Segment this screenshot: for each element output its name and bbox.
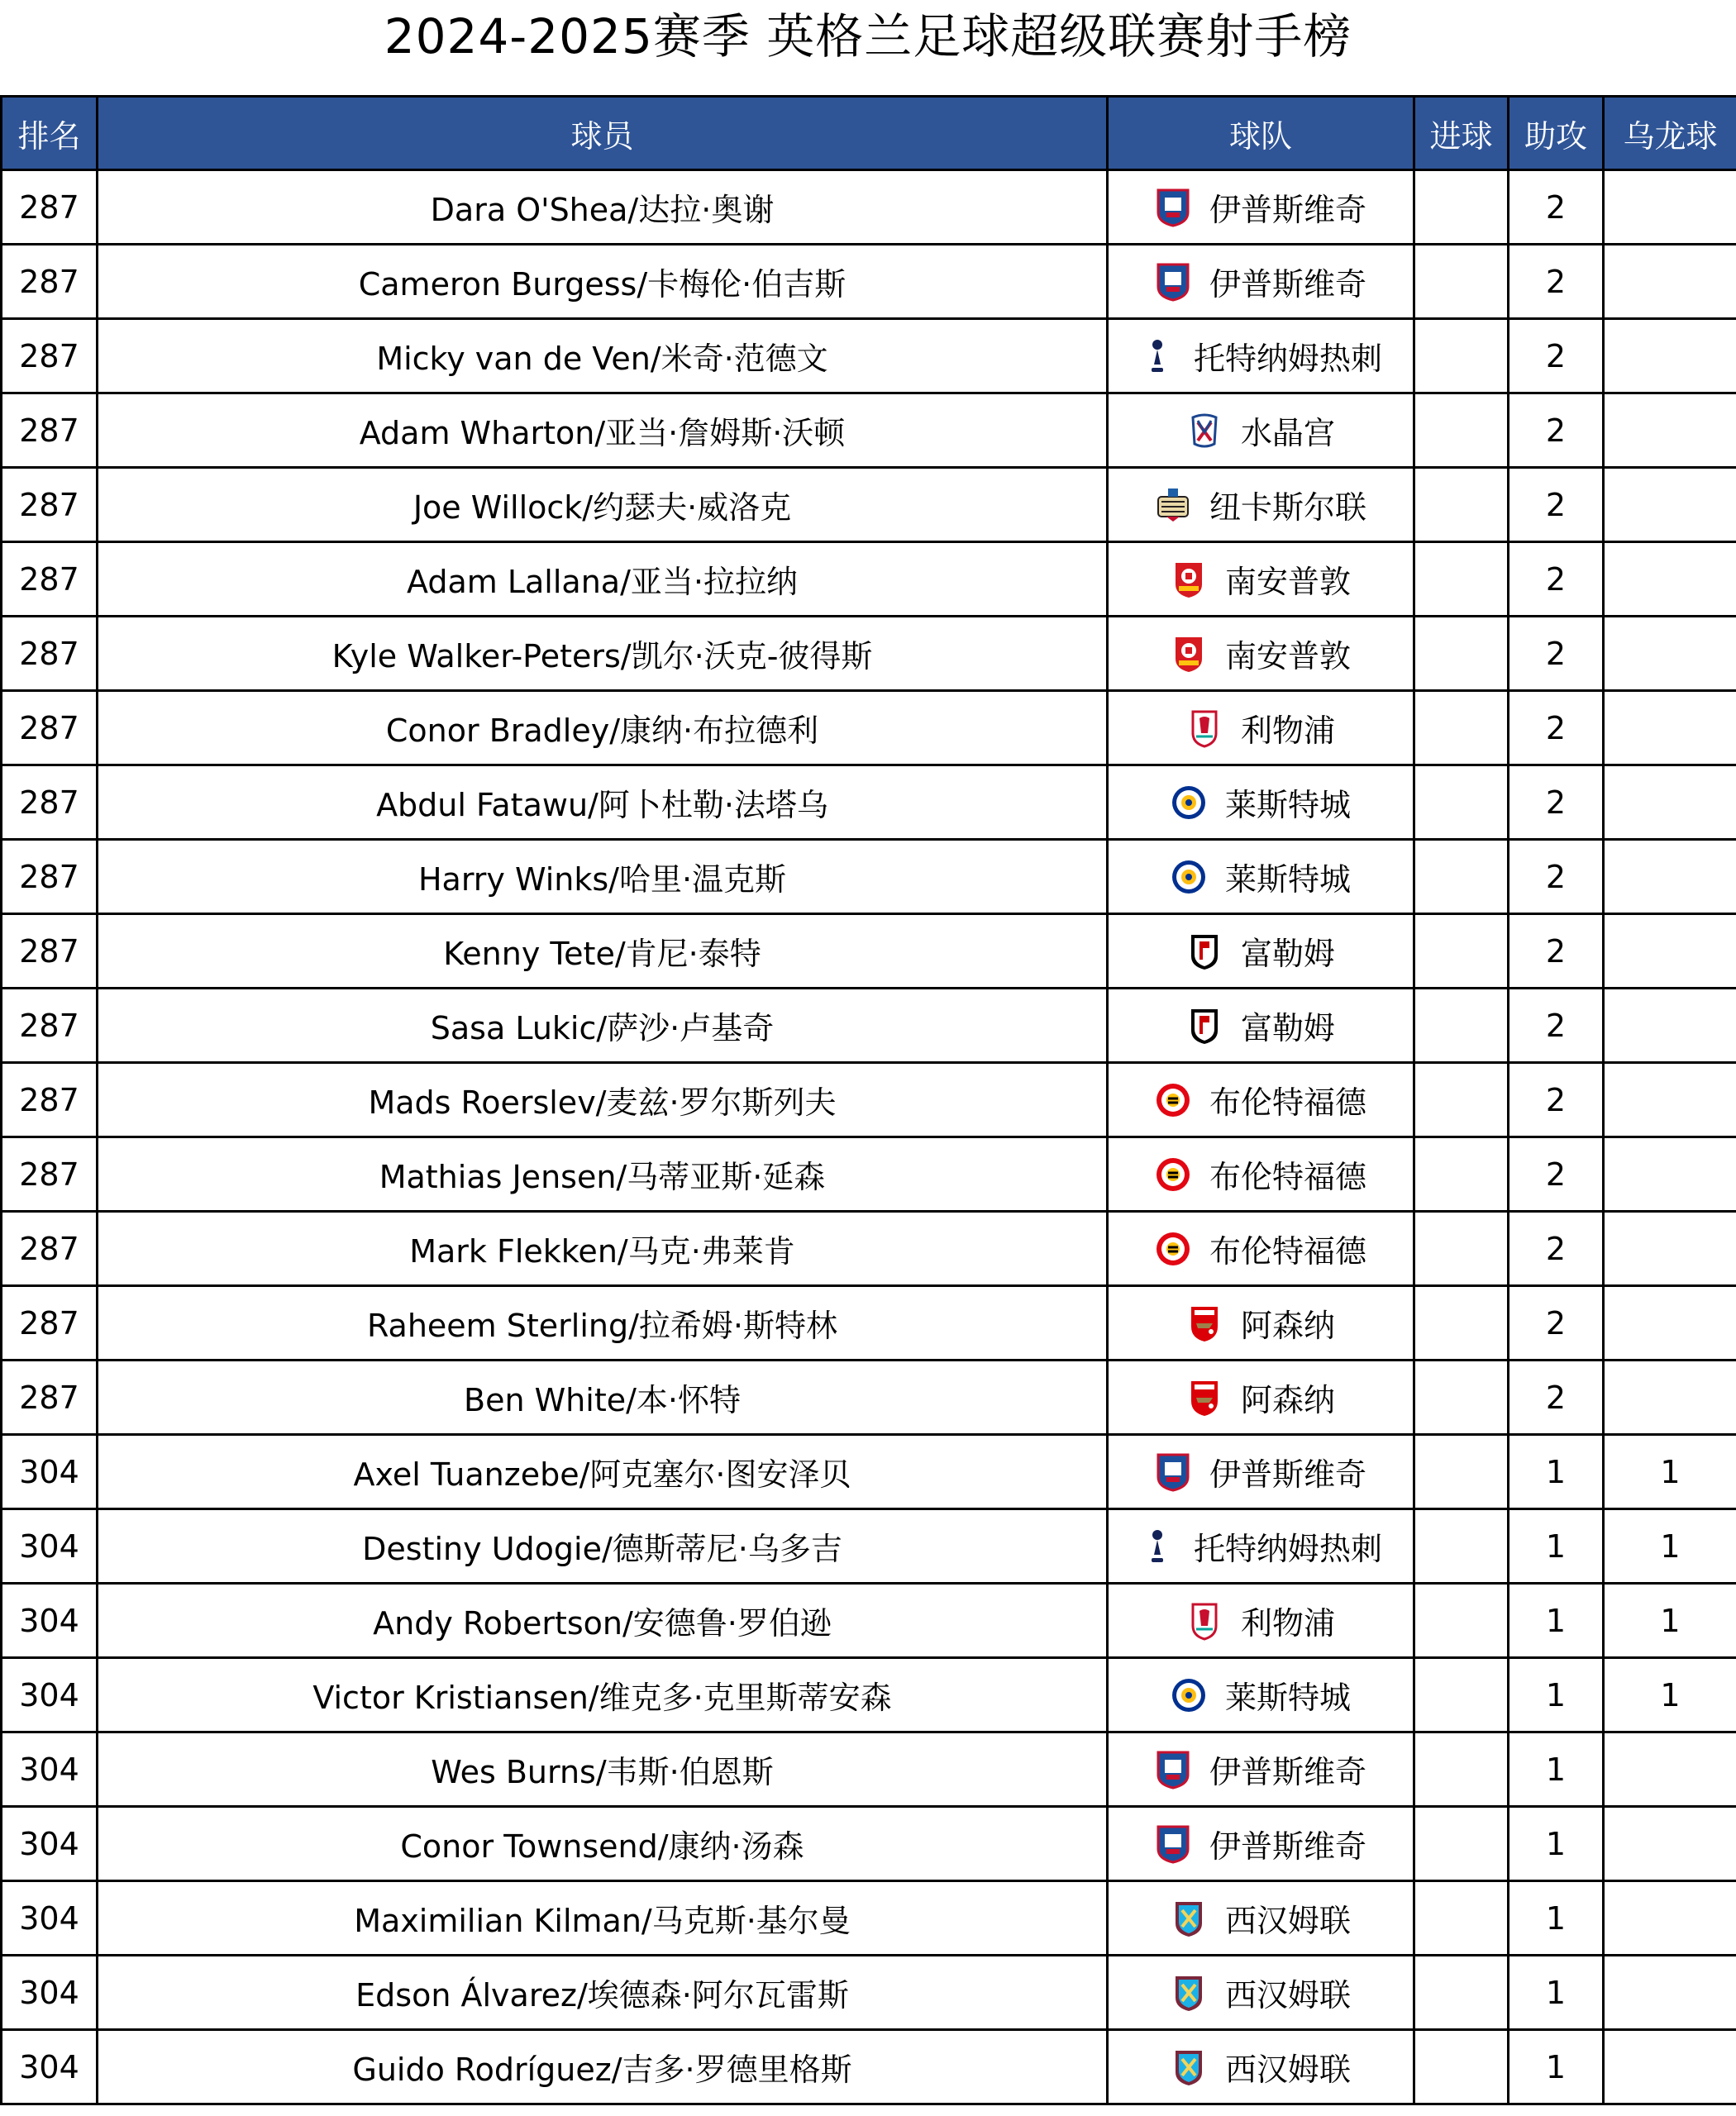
arsenal-crest-icon — [1186, 1378, 1223, 1418]
table-row[interactable] — [2, 542, 1736, 617]
player-name: Mads Roerslev/麦兹·罗尔斯列夫 — [98, 1063, 1108, 1137]
goals-cell — [1414, 393, 1509, 468]
table-row[interactable] — [2, 691, 1736, 765]
own-goals-cell — [1604, 1063, 1736, 1137]
team-cell — [1108, 1881, 1414, 1956]
own-goals-cell — [1604, 1956, 1736, 2030]
goals-cell — [1414, 319, 1509, 393]
fulham-crest-icon — [1186, 932, 1223, 971]
own-goals-cell — [1604, 245, 1736, 319]
assists-cell: 2 — [1509, 617, 1604, 691]
goals-cell — [1414, 1509, 1509, 1584]
assists-cell: 2 — [1509, 542, 1604, 617]
table-row[interactable] — [2, 1658, 1736, 1732]
own-goals-cell — [1604, 1732, 1736, 1807]
team-name: 伊普斯维奇 — [1209, 192, 1366, 228]
player-name: Mathias Jensen/马蒂亚斯·延森 — [98, 1137, 1108, 1212]
goals-cell — [1414, 765, 1509, 840]
ipswich-crest-icon — [1155, 1452, 1191, 1492]
table-row[interactable] — [2, 1584, 1736, 1658]
assists-cell: 1 — [1509, 1881, 1604, 1956]
rank-cell: 287 — [2, 542, 98, 617]
assists-cell: 2 — [1509, 840, 1604, 914]
team-name: 南安普敦 — [1224, 638, 1351, 674]
team-cell — [1108, 1584, 1414, 1658]
assists-cell: 2 — [1509, 319, 1604, 393]
player-name: Conor Bradley/康纳·布拉德利 — [98, 691, 1108, 765]
header-player[interactable]: 球员 — [98, 97, 1108, 170]
player-name: Maximilian Kilman/马克斯·基尔曼 — [98, 1881, 1108, 1956]
leicester-crest-icon — [1171, 783, 1207, 822]
goals-cell — [1414, 989, 1509, 1063]
team-cell — [1108, 1435, 1414, 1509]
westham-crest-icon — [1171, 1973, 1207, 2013]
goals-cell — [1414, 617, 1509, 691]
tottenham-crest-icon — [1139, 1527, 1176, 1566]
team-name: 阿森纳 — [1240, 1382, 1335, 1418]
player-name: Joe Willock/约瑟夫·威洛克 — [98, 468, 1108, 542]
assists-cell: 2 — [1509, 393, 1604, 468]
assists-cell: 2 — [1509, 468, 1604, 542]
player-name: Adam Wharton/亚当·詹姆斯·沃顿 — [98, 393, 1108, 468]
ipswich-crest-icon — [1155, 262, 1191, 302]
team-name: 托特纳姆热刺 — [1193, 1531, 1382, 1567]
team-cell — [1108, 765, 1414, 840]
assists-cell: 2 — [1509, 989, 1604, 1063]
goals-cell — [1414, 1361, 1509, 1435]
player-name: Mark Flekken/马克·弗莱肯 — [98, 1212, 1108, 1286]
player-name: Micky van de Ven/米奇·范德文 — [98, 319, 1108, 393]
player-name: Dara O'Shea/达拉·奥谢 — [98, 170, 1108, 245]
player-name: Kyle Walker-Peters/凯尔·沃克-彼得斯 — [98, 617, 1108, 691]
rank-cell: 287 — [2, 691, 98, 765]
player-name: Adam Lallana/亚当·拉拉纳 — [98, 542, 1108, 617]
team-cell — [1108, 1956, 1414, 2030]
westham-crest-icon — [1171, 1899, 1207, 1938]
player-name: Abdul Fatawu/阿卜杜勒·法塔乌 — [98, 765, 1108, 840]
team-cell — [1108, 840, 1414, 914]
table-row[interactable] — [2, 989, 1736, 1063]
rank-cell: 304 — [2, 1881, 98, 1956]
team-cell — [1108, 691, 1414, 765]
team-name: 西汉姆联 — [1224, 1977, 1351, 2014]
header-assists[interactable]: 助攻 — [1509, 97, 1604, 170]
team-cell — [1108, 1361, 1414, 1435]
table-row[interactable] — [2, 1361, 1736, 1435]
assists-cell: 2 — [1509, 1137, 1604, 1212]
player-name: Raheem Sterling/拉希姆·斯特林 — [98, 1286, 1108, 1361]
own-goals-cell — [1604, 691, 1736, 765]
own-goals-cell — [1604, 914, 1736, 989]
rank-cell: 287 — [2, 1286, 98, 1361]
table-row[interactable] — [2, 1732, 1736, 1807]
team-name: 纽卡斯尔联 — [1209, 489, 1366, 526]
ipswich-crest-icon — [1155, 1824, 1191, 1864]
rank-cell: 287 — [2, 1212, 98, 1286]
assists-cell: 1 — [1509, 1658, 1604, 1732]
goals-cell — [1414, 2030, 1509, 2104]
leicester-crest-icon — [1171, 857, 1207, 897]
team-cell — [1108, 914, 1414, 989]
ipswich-crest-icon — [1155, 1750, 1191, 1790]
player-name: Destiny Udogie/德斯蒂尼·乌多吉 — [98, 1509, 1108, 1584]
rank-cell: 287 — [2, 765, 98, 840]
table-row[interactable] — [2, 1137, 1736, 1212]
assists-cell: 2 — [1509, 691, 1604, 765]
table-row[interactable] — [2, 765, 1736, 840]
goals-cell — [1414, 840, 1509, 914]
scorers-table — [0, 95, 1736, 2105]
player-name: Victor Kristiansen/维克多·克里斯蒂安森 — [98, 1658, 1108, 1732]
goals-cell — [1414, 1584, 1509, 1658]
brentford-crest-icon — [1155, 1229, 1191, 1269]
brentford-crest-icon — [1155, 1155, 1191, 1194]
leicester-crest-icon — [1171, 1675, 1207, 1715]
table-row[interactable] — [2, 170, 1736, 245]
goals-cell — [1414, 245, 1509, 319]
goals-cell — [1414, 1063, 1509, 1137]
assists-cell: 2 — [1509, 1286, 1604, 1361]
goals-cell — [1414, 170, 1509, 245]
team-cell — [1108, 1807, 1414, 1881]
assists-cell: 2 — [1509, 1361, 1604, 1435]
header-own-goals[interactable]: 乌龙球 — [1604, 97, 1736, 170]
team-cell — [1108, 319, 1414, 393]
own-goals-cell — [1604, 2030, 1736, 2104]
team-name: 布伦特福德 — [1209, 1084, 1366, 1121]
table-row[interactable] — [2, 2030, 1736, 2104]
palace-crest-icon — [1186, 411, 1223, 450]
table-row[interactable] — [2, 1063, 1736, 1137]
liverpool-crest-icon — [1186, 708, 1223, 748]
own-goals-cell — [1604, 1212, 1736, 1286]
team-name: 水晶宫 — [1240, 415, 1335, 451]
ipswich-crest-icon — [1155, 188, 1191, 227]
newcastle-crest-icon — [1155, 485, 1191, 525]
table-body — [2, 170, 1736, 2104]
team-name: 富勒姆 — [1240, 936, 1335, 972]
table-row[interactable] — [2, 319, 1736, 393]
rank-cell: 287 — [2, 1361, 98, 1435]
own-goals-cell — [1604, 468, 1736, 542]
assists-cell: 1 — [1509, 1956, 1604, 2030]
own-goals-cell — [1604, 765, 1736, 840]
assists-cell: 2 — [1509, 1212, 1604, 1286]
rank-cell: 287 — [2, 319, 98, 393]
goals-cell — [1414, 1435, 1509, 1509]
table-row[interactable] — [2, 1212, 1736, 1286]
goals-cell — [1414, 1807, 1509, 1881]
player-name: Ben White/本·怀特 — [98, 1361, 1108, 1435]
team-name: 莱斯特城 — [1224, 787, 1351, 823]
table-row[interactable] — [2, 468, 1736, 542]
goals-cell — [1414, 691, 1509, 765]
team-name: 利物浦 — [1240, 712, 1335, 749]
table-row[interactable] — [2, 1435, 1736, 1509]
assists-cell: 1 — [1509, 1584, 1604, 1658]
player-name: Conor Townsend/康纳·汤森 — [98, 1807, 1108, 1881]
team-name: 伊普斯维奇 — [1209, 266, 1366, 303]
rank-cell: 304 — [2, 1956, 98, 2030]
header-rank[interactable]: 排名 — [2, 97, 98, 170]
team-name: 莱斯特城 — [1224, 861, 1351, 898]
team-name: 富勒姆 — [1240, 1010, 1335, 1046]
assists-cell: 1 — [1509, 1509, 1604, 1584]
team-name: 布伦特福德 — [1209, 1159, 1366, 1195]
own-goals-cell: 1 — [1604, 1584, 1736, 1658]
rank-cell: 287 — [2, 245, 98, 319]
assists-cell: 1 — [1509, 1732, 1604, 1807]
assists-cell: 2 — [1509, 765, 1604, 840]
team-cell — [1108, 1137, 1414, 1212]
team-cell — [1108, 1732, 1414, 1807]
goals-cell — [1414, 1956, 1509, 2030]
team-name: 布伦特福德 — [1209, 1233, 1366, 1270]
table-row[interactable] — [2, 1807, 1736, 1881]
player-name: Wes Burns/韦斯·伯恩斯 — [98, 1732, 1108, 1807]
team-cell — [1108, 245, 1414, 319]
team-name: 西汉姆联 — [1224, 2052, 1351, 2088]
rank-cell: 304 — [2, 1509, 98, 1584]
assists-cell: 2 — [1509, 914, 1604, 989]
table-row[interactable] — [2, 1509, 1736, 1584]
player-name: Guido Rodríguez/吉多·罗德里格斯 — [98, 2030, 1108, 2104]
table-row[interactable] — [2, 1286, 1736, 1361]
assists-cell: 2 — [1509, 170, 1604, 245]
team-name: 莱斯特城 — [1224, 1680, 1351, 1716]
team-name: 南安普敦 — [1224, 564, 1351, 600]
team-cell — [1108, 1212, 1414, 1286]
liverpool-crest-icon — [1186, 1601, 1223, 1641]
own-goals-cell — [1604, 170, 1736, 245]
rank-cell: 287 — [2, 840, 98, 914]
table-row[interactable] — [2, 617, 1736, 691]
goals-cell — [1414, 1212, 1509, 1286]
goals-cell — [1414, 1732, 1509, 1807]
goals-cell — [1414, 1286, 1509, 1361]
own-goals-cell — [1604, 393, 1736, 468]
team-cell — [1108, 617, 1414, 691]
own-goals-cell: 1 — [1604, 1658, 1736, 1732]
assists-cell: 1 — [1509, 1807, 1604, 1881]
goals-cell — [1414, 1881, 1509, 1956]
rank-cell: 287 — [2, 1063, 98, 1137]
assists-cell: 1 — [1509, 1435, 1604, 1509]
team-cell — [1108, 1509, 1414, 1584]
own-goals-cell — [1604, 1137, 1736, 1212]
own-goals-cell — [1604, 1807, 1736, 1881]
assists-cell: 1 — [1509, 2030, 1604, 2104]
rank-cell: 287 — [2, 170, 98, 245]
own-goals-cell: 1 — [1604, 1509, 1736, 1584]
table-row[interactable] — [2, 393, 1736, 468]
table-row[interactable] — [2, 914, 1736, 989]
player-name: Cameron Burgess/卡梅伦·伯吉斯 — [98, 245, 1108, 319]
rank-cell: 304 — [2, 1435, 98, 1509]
arsenal-crest-icon — [1186, 1303, 1223, 1343]
fulham-crest-icon — [1186, 1006, 1223, 1046]
player-name: Edson Álvarez/埃德森·阿尔瓦雷斯 — [98, 1956, 1108, 2030]
own-goals-cell — [1604, 319, 1736, 393]
goals-cell — [1414, 914, 1509, 989]
player-name: Sasa Lukic/萨沙·卢基奇 — [98, 989, 1108, 1063]
team-name: 西汉姆联 — [1224, 1903, 1351, 1939]
rank-cell: 304 — [2, 2030, 98, 2104]
team-cell — [1108, 468, 1414, 542]
table-row[interactable] — [2, 1881, 1736, 1956]
own-goals-cell — [1604, 989, 1736, 1063]
own-goals-cell — [1604, 542, 1736, 617]
assists-cell: 2 — [1509, 245, 1604, 319]
team-name: 伊普斯维奇 — [1209, 1456, 1366, 1493]
page-title: 2024-2025赛季 英格兰足球超级联赛射手榜 — [384, 8, 1352, 64]
rank-cell: 287 — [2, 989, 98, 1063]
rank-cell: 287 — [2, 393, 98, 468]
own-goals-cell — [1604, 1361, 1736, 1435]
team-name: 利物浦 — [1240, 1605, 1335, 1642]
rank-cell: 304 — [2, 1658, 98, 1732]
team-cell — [1108, 393, 1414, 468]
rank-cell: 287 — [2, 468, 98, 542]
team-cell — [1108, 989, 1414, 1063]
team-name: 伊普斯维奇 — [1209, 1754, 1366, 1790]
player-name: Axel Tuanzebe/阿克塞尔·图安泽贝 — [98, 1435, 1108, 1509]
team-cell — [1108, 1063, 1414, 1137]
table-row[interactable] — [2, 245, 1736, 319]
rank-cell: 304 — [2, 1807, 98, 1881]
goals-cell — [1414, 542, 1509, 617]
own-goals-cell — [1604, 617, 1736, 691]
team-cell — [1108, 542, 1414, 617]
team-cell — [1108, 170, 1414, 245]
team-cell — [1108, 2030, 1414, 2104]
player-name: Kenny Tete/肯尼·泰特 — [98, 914, 1108, 989]
rank-cell: 287 — [2, 617, 98, 691]
rank-cell: 304 — [2, 1584, 98, 1658]
rank-cell: 287 — [2, 914, 98, 989]
tottenham-crest-icon — [1139, 336, 1176, 376]
header-goals[interactable]: 进球 — [1414, 97, 1509, 170]
team-name: 伊普斯维奇 — [1209, 1828, 1366, 1865]
table-header-row — [2, 97, 1736, 170]
westham-crest-icon — [1171, 2047, 1207, 2087]
table-row[interactable] — [2, 840, 1736, 914]
goals-cell — [1414, 1137, 1509, 1212]
header-team[interactable]: 球队 — [1108, 97, 1414, 170]
own-goals-cell — [1604, 1286, 1736, 1361]
southampton-crest-icon — [1171, 634, 1207, 674]
brentford-crest-icon — [1155, 1080, 1191, 1120]
player-name: Harry Winks/哈里·温克斯 — [98, 840, 1108, 914]
goals-cell — [1414, 468, 1509, 542]
team-name: 托特纳姆热刺 — [1193, 341, 1382, 377]
player-name: Andy Robertson/安德鲁·罗伯逊 — [98, 1584, 1108, 1658]
own-goals-cell — [1604, 840, 1736, 914]
own-goals-cell: 1 — [1604, 1435, 1736, 1509]
rank-cell: 287 — [2, 1137, 98, 1212]
team-cell — [1108, 1658, 1414, 1732]
goals-cell — [1414, 1658, 1509, 1732]
assists-cell: 2 — [1509, 1063, 1604, 1137]
rank-cell: 304 — [2, 1732, 98, 1807]
own-goals-cell — [1604, 1881, 1736, 1956]
southampton-crest-icon — [1171, 560, 1207, 599]
table-row[interactable] — [2, 1956, 1736, 2030]
team-name: 阿森纳 — [1240, 1308, 1335, 1344]
team-cell — [1108, 1286, 1414, 1361]
